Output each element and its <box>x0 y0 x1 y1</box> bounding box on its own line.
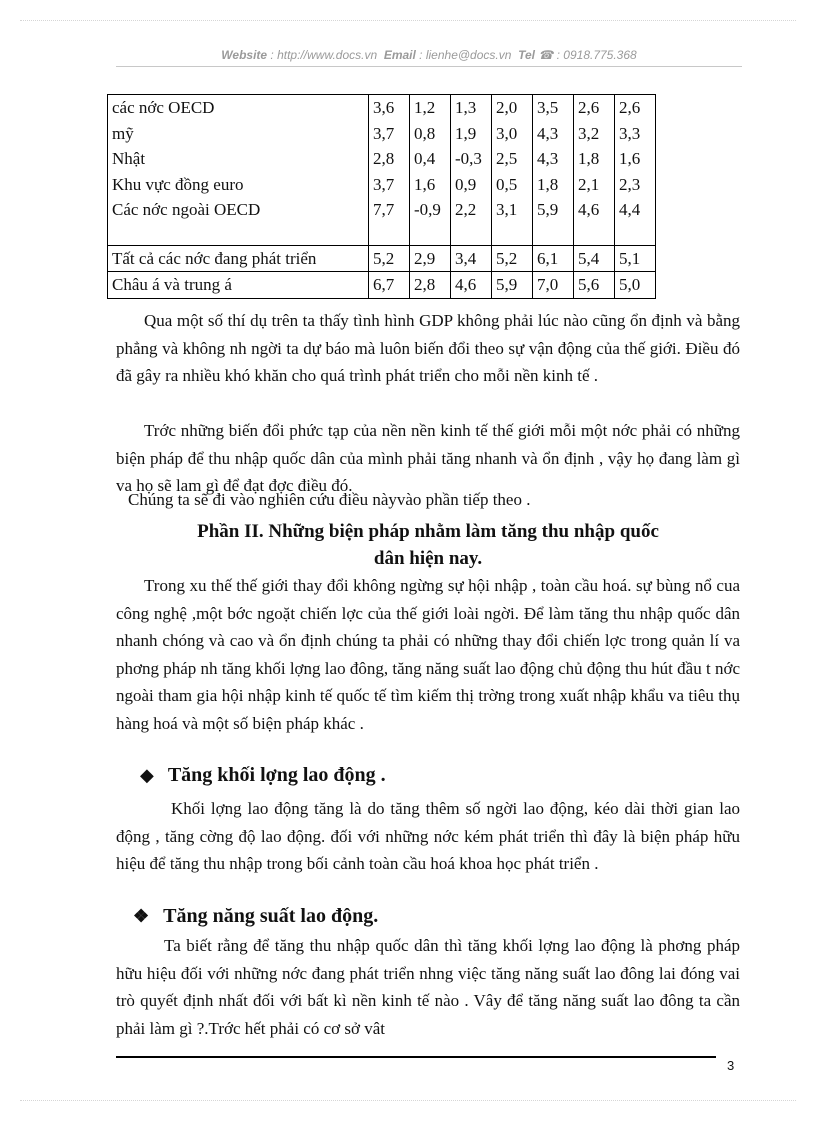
cell: 2,5 <box>492 146 533 172</box>
subheading-productivity <box>133 901 378 931</box>
cell: 5,2 <box>369 245 410 272</box>
email-label: Email <box>383 48 416 62</box>
cell: 6,1 <box>533 245 574 272</box>
cell: 5,0 <box>615 272 656 299</box>
cell: 0,9 <box>451 172 492 198</box>
table-row <box>108 146 656 172</box>
page-border-top <box>20 20 796 21</box>
cell: 0,8 <box>410 121 451 147</box>
table-row <box>108 95 656 121</box>
cell: 3,0 <box>492 121 533 147</box>
row-label: Tất cả các nớc đang phát triển <box>108 245 369 272</box>
subheading-labor-volume <box>140 760 386 790</box>
cell: 3,2 <box>574 121 615 147</box>
cell: 2,2 <box>451 197 492 223</box>
four-diamond-bullet-icon: ❖ <box>133 906 150 926</box>
cell: 2,1 <box>574 172 615 198</box>
row-label: các nớc OECD <box>108 95 369 121</box>
cell: 3,1 <box>492 197 533 223</box>
cell: -0,9 <box>410 197 451 223</box>
cell: 2,0 <box>492 95 533 121</box>
cell: 1,6 <box>410 172 451 198</box>
row-label: Các nớc ngoài OECD <box>108 197 369 223</box>
section-heading-line1: Phần II. Những biện pháp nhằm làm tăng thu nhập quốc <box>197 521 659 542</box>
paragraph-next-part: Chúng ta sẽ đi vào nghiên cứu điều nàyvào phần tiếp theo . <box>128 490 531 509</box>
paragraph-gdp-observation: Qua một số thí dụ trên ta thấy tình hình GDP không phải lúc nào cũng ổn định và bằng phẳng và không nh ngời ta dự báo mà luôn biến đổi theo sự vận động của thế giới. Điều đó đã gây ra nhiều khó khăn cho quá trình phát triển cho mỗi nền kinh tế . <box>116 311 740 385</box>
table-row <box>108 172 656 198</box>
row-label: Nhật <box>108 146 369 172</box>
cell: 3,5 <box>533 95 574 121</box>
phone-icon: ☎ <box>538 48 554 62</box>
cell: 2,8 <box>410 272 451 299</box>
page-border-bottom <box>20 1100 796 1101</box>
cell: 3,4 <box>451 245 492 272</box>
cell: 0,5 <box>492 172 533 198</box>
cell: 0,4 <box>410 146 451 172</box>
cell: 3,7 <box>369 121 410 147</box>
cell: 2,9 <box>410 245 451 272</box>
cell: 1,8 <box>574 146 615 172</box>
cell: 4,3 <box>533 121 574 147</box>
cell: 3,3 <box>615 121 656 147</box>
cell: 1,2 <box>410 95 451 121</box>
table-row <box>108 272 656 299</box>
row-label: Khu vực đồng euro <box>108 172 369 198</box>
cell: 7,0 <box>533 272 574 299</box>
row-label: mỹ <box>108 121 369 147</box>
tel-label: Tel <box>518 48 535 62</box>
cell: 1,8 <box>533 172 574 198</box>
cell: 5,6 <box>574 272 615 299</box>
tel-value: : 0918.775.368 <box>556 48 637 62</box>
footer-rule <box>116 1056 716 1058</box>
email-value: : lienhe@docs.vn <box>419 48 512 62</box>
paragraph-productivity: Ta biết rằng để tăng thu nhập quốc dân thì tăng khối lợng lao động là phơng pháp hữu hiệu đối với những nớc đang phát triển nhng việc tăng năng suất lao đông lai đóng vai trò quyết định nhất đối với bất kì nền kinh tế nào . Vây để tăng năng suất lao đông ta cần phải làm gì ?.Trớc hết phải có cơ sở vât <box>116 936 740 1038</box>
cell: 4,6 <box>451 272 492 299</box>
gdp-growth-table <box>107 94 656 299</box>
cell: 4,4 <box>615 197 656 223</box>
section-heading-line2: dân hiện nay. <box>373 548 483 569</box>
subheading-title: Tăng năng suất lao động. <box>163 905 379 927</box>
row-label: Châu á và trung á <box>108 272 369 299</box>
table-row <box>108 245 656 272</box>
cell: 5,4 <box>574 245 615 272</box>
cell: 4,3 <box>533 146 574 172</box>
cell: 3,7 <box>369 172 410 198</box>
subheading-title: Tăng khối lợng lao động . <box>167 764 386 786</box>
website-value: : http://www.docs.vn <box>270 48 378 62</box>
cell: 5,9 <box>492 272 533 299</box>
cell: 4,6 <box>574 197 615 223</box>
website-label: Website <box>221 48 268 62</box>
paragraph-labor-volume: Khối lợng lao động tăng là do tăng thêm số ngời lao động, kéo dài thời gian lao động , tăng cờng độ lao động. đối với những nớc kém phát triển thì đây là biện pháp hữu hiệu để tăng thu nhập trong bối cảnh toàn cầu hoá khoa học phát triển . <box>116 799 740 873</box>
table-spacer-row <box>108 223 656 246</box>
cell: 1,6 <box>615 146 656 172</box>
paragraph-world-changes: Trớc những biến đổi phức tạp của nền nền kinh tế thế giới mỗi một nớc phải có những biện pháp để thu nhập quốc dân của mình phải tăng nhanh và ổn định , vậy họ đang làm gì va họ sẽ lam gì để đạt đợc điều đó. <box>116 421 740 495</box>
cell: 5,9 <box>533 197 574 223</box>
table-row <box>108 121 656 147</box>
page-header <box>116 47 742 67</box>
cell: 2,3 <box>615 172 656 198</box>
cell: 1,9 <box>451 121 492 147</box>
cell: 2,6 <box>615 95 656 121</box>
cell: 1,3 <box>451 95 492 121</box>
cell: -0,3 <box>451 146 492 172</box>
cell: 2,8 <box>369 146 410 172</box>
page-number: 3 <box>727 1058 735 1073</box>
cell: 6,7 <box>369 272 410 299</box>
cell: 5,1 <box>615 245 656 272</box>
cell: 5,2 <box>492 245 533 272</box>
table-row <box>108 197 656 223</box>
diamond-bullet-icon: ◆ <box>140 765 154 785</box>
cell: 3,6 <box>369 95 410 121</box>
cell: 2,6 <box>574 95 615 121</box>
cell: 7,7 <box>369 197 410 223</box>
paragraph-trend: Trong xu thế thế giới thay đổi không ngừng sự hội nhập , toàn cầu hoá. sự bùng nổ cua công nghệ ,một bớc ngoặt chiến lợc của thế giới loài ngời. Để làm tăng thu nhập quốc dân nhanh chóng và cao và ổn định chúng ta phải có những thay đổi chiến lợc trong quản lí va phơng pháp nh tăng khối lợng lao đông, tăng năng suất lao động chủ động thu hút đầu t nớc ngoài tham gia hội nhập kinh tế quốc tế tìm kiếm thị trờng trong xuất nhập khẩu va tiêu thụ hàng hoá và một số biện pháp khác . <box>116 576 740 733</box>
